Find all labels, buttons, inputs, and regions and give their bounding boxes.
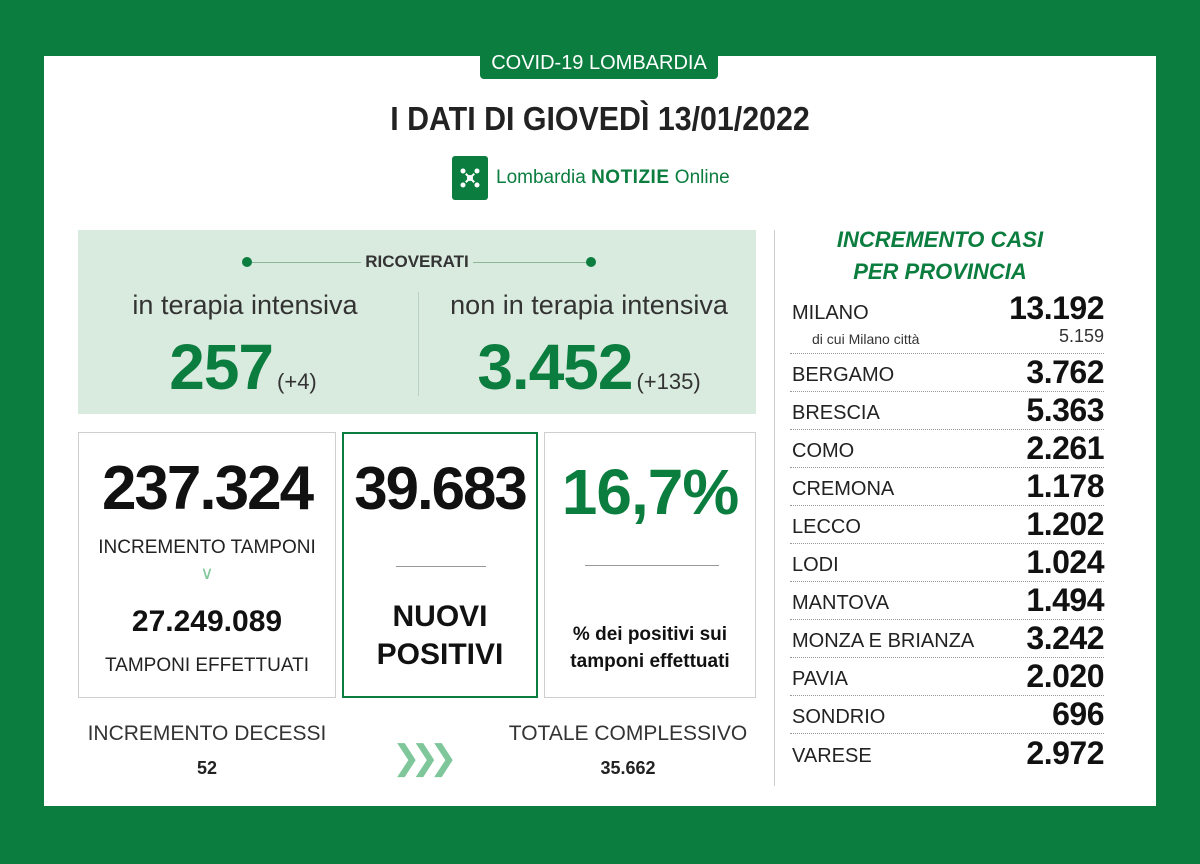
tamponi-total-label: TAMPONI EFFETTUATI (104, 655, 310, 676)
province-name: SONDRIO (792, 706, 886, 728)
province-value: 696 (1052, 696, 1104, 732)
milano-city-label: di cui Milano città (812, 331, 920, 347)
decessi-total-label: TOTALE COMPLESSIVO (508, 722, 748, 745)
lombardia-rose-icon (452, 156, 488, 200)
tamponi-increment-value: 237.324 (101, 454, 313, 523)
list-item (790, 354, 1104, 392)
logo-text: Lombardia NOTIZIE Online (496, 167, 730, 188)
list-item (790, 290, 1104, 354)
province-name: VARESE (792, 745, 872, 767)
list-item (790, 506, 1104, 544)
province-name: BRESCIA (792, 402, 880, 424)
list-item (790, 734, 1104, 772)
region-badge: COVID-19 LOMBARDIA (480, 47, 718, 79)
tamponi-box (78, 432, 336, 698)
list-item (790, 544, 1104, 582)
tamponi-increment-label: INCREMENTO TAMPONI (98, 537, 316, 558)
list-item (790, 468, 1104, 506)
lombardia-notizie-logo (452, 156, 730, 200)
province-value: 2.020 (1026, 658, 1104, 694)
province-name: MILANO (792, 302, 869, 324)
ricoverati-title: RICOVERATI (78, 252, 756, 272)
decessi-value: 52 (196, 758, 218, 778)
province-value: 3.762 (1026, 354, 1104, 390)
nuovi-positivi-label: NUOVI POSITIVI (376, 600, 504, 671)
province-name: LODI (792, 554, 839, 576)
province-name: MANTOVA (792, 592, 890, 614)
province-list (790, 290, 1104, 772)
province-name: PAVIA (792, 668, 848, 690)
province-title: INCREMENTO CASI PER PROVINCIA (836, 227, 1044, 284)
decessi-label: INCREMENTO DECESSI (87, 722, 327, 745)
province-value: 5.363 (1026, 392, 1104, 428)
province-value: 1.494 (1026, 582, 1104, 618)
page-title: I DATI DI GIOVEDÌ 13/01/2022 (390, 100, 810, 137)
list-item (790, 696, 1104, 734)
intensiva-label: in terapia intensiva (132, 290, 358, 320)
province-name: CREMONA (792, 478, 895, 500)
province-name: BERGAMO (792, 364, 895, 386)
province-value: 1.178 (1026, 468, 1104, 504)
percentuale-box (544, 432, 756, 698)
list-item (790, 392, 1104, 430)
province-name: MONZA E BRIANZA (792, 630, 975, 652)
separator (585, 565, 719, 566)
province-value: 2.972 (1026, 735, 1104, 771)
column-divider (774, 230, 775, 786)
province-value: 1.024 (1026, 544, 1104, 580)
percentuale-label: % dei positivi sui tamponi effettuati (570, 624, 730, 672)
province-value: 1.202 (1026, 506, 1104, 542)
list-item (790, 620, 1104, 658)
arrows-right-icon: ❯❯❯ (392, 739, 448, 777)
intensiva-value: 257 (+4) (169, 331, 317, 403)
nuovi-positivi-box (342, 432, 538, 698)
percentuale-value: 16,7% (561, 456, 739, 528)
milano-city-value: 5.159 (1058, 326, 1104, 346)
decessi-total-value: 35.662 (600, 758, 656, 778)
separator (396, 566, 486, 567)
panel-divider (418, 292, 419, 396)
province-value: 13.192 (1009, 290, 1104, 326)
province-name: LECCO (792, 516, 861, 538)
chevron-down-icon: ∨ (200, 563, 214, 583)
list-item (790, 582, 1104, 620)
ricoverati-panel (78, 230, 756, 414)
nuovi-positivi-value: 39.683 (354, 455, 526, 522)
province-value: 2.261 (1026, 430, 1104, 466)
non-intensiva-label: non in terapia intensiva (450, 290, 728, 320)
non-intensiva-value: 3.452 (+135) (477, 331, 701, 403)
province-name: COMO (792, 440, 855, 462)
tamponi-total-value: 27.249.089 (131, 605, 283, 638)
province-value: 3.242 (1026, 620, 1104, 656)
list-item (790, 658, 1104, 696)
list-item (790, 430, 1104, 468)
